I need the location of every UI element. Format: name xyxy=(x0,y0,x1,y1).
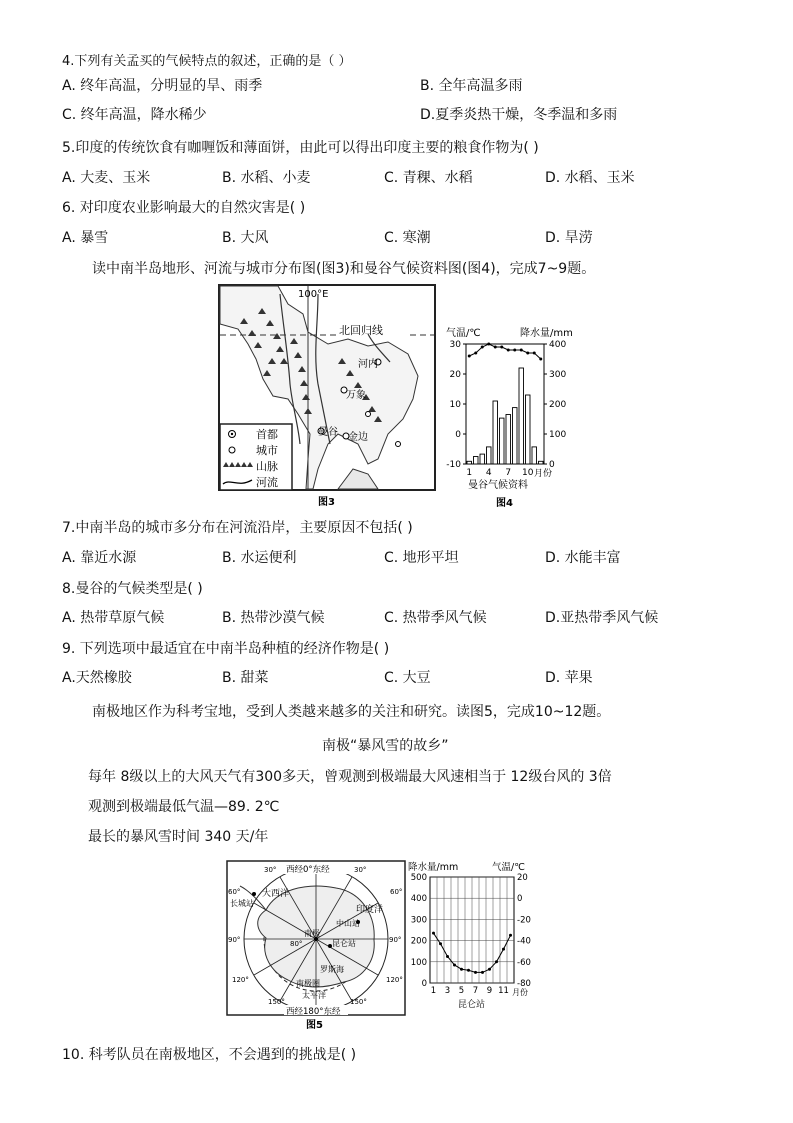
fig4-temp-tick-label: 10 xyxy=(449,400,461,410)
precip-bar xyxy=(506,415,511,465)
fig5-precip-tick-label: 100 xyxy=(410,957,427,968)
box-line-1: 每年 8级以上的大风天气有300多天，曾观测到极端最大风速相当于 12级台风的 3倍 xyxy=(88,769,612,785)
q4-option-c: C. 终年高温，降水稀少 xyxy=(62,107,207,123)
legend-river: 河流 xyxy=(256,476,278,489)
figure-5-antarctica-map xyxy=(226,860,406,1032)
temp-point xyxy=(500,346,503,349)
kunlun-temp-point xyxy=(474,971,477,974)
fig5-station-label: 昆仑站 xyxy=(458,1000,486,1010)
q5-stem: 5.印度的传统饮食有咖喱饭和薄面饼，由此可以得出印度主要的粮食作物为( ) xyxy=(62,140,539,156)
q5-option-a: A. 大麦、玉米 xyxy=(62,170,151,186)
intro-10-12: 南极地区作为科考宝地，受到人类越来越多的关注和研究。读图5，完成10~12题。 xyxy=(92,704,611,720)
intro-7-9: 读中南半岛地形、河流与城市分布图(图3)和曼谷气候资料图(图4)，完成7~9题。 xyxy=(92,261,596,277)
q9-option-a: A.天然橡胶 xyxy=(62,670,132,686)
box-line-2: 观测到极端最低气温—89. 2℃ xyxy=(88,799,280,815)
fig4-precip-tick-label: 200 xyxy=(549,400,567,410)
fig5-month-tick: 3 xyxy=(444,986,451,996)
temp-point xyxy=(526,352,529,355)
fig5-precip-tick-label: 0 xyxy=(421,979,427,989)
fig5-indian-ocean: 印度洋 xyxy=(356,905,384,915)
kunlun-temp-point xyxy=(460,968,463,971)
figure-5-kunlun-climate-chart xyxy=(406,860,556,1016)
temp-point xyxy=(520,349,523,352)
fig5-pacific: 太平洋 xyxy=(302,991,326,1000)
fig4-precip-tick-label: 100 xyxy=(549,430,567,440)
box-line-3: 最长的暴风雪时间 340 天/年 xyxy=(88,829,269,845)
fig5-great-wall-station: 长城站 xyxy=(230,899,254,908)
fig5-month-tick: 7 xyxy=(472,986,479,996)
q7-option-b: B. 水运便利 xyxy=(222,550,297,566)
fig5-month-tick: 5 xyxy=(458,986,465,996)
q7-option-d: D. 水能丰富 xyxy=(545,550,621,566)
fig4-temp-tick-label: -10 xyxy=(446,460,461,470)
city-phnompenh: 金边 xyxy=(348,432,368,443)
fig5-temp-tick-label: 0 xyxy=(517,894,523,905)
q4-option-d: D.夏季炎热干燥，冬季温和多雨 xyxy=(420,107,618,123)
kunlun-temp-point xyxy=(488,968,491,971)
fig4-month-tick: 10 xyxy=(522,468,534,478)
fig5-precip-tick-label: 300 xyxy=(410,915,427,926)
legend-mountain: 山脉 xyxy=(256,460,278,473)
q4-option-a: A. 终年高温，分明显的旱、雨季 xyxy=(62,78,263,94)
q8-option-d: D.亚热带季风气候 xyxy=(545,610,659,626)
tropic-label: 北回归线 xyxy=(339,324,383,337)
temp-point xyxy=(494,346,497,349)
q7-option-a: A. 靠近水源 xyxy=(62,550,137,566)
precip-bar xyxy=(532,447,537,464)
meridian-label: 100°E xyxy=(298,289,329,300)
q5-option-b: B. 水稻、小麦 xyxy=(222,170,311,186)
fig5-month-unit: 月份 xyxy=(512,988,528,997)
temp-point xyxy=(533,352,536,355)
q9-option-c: C. 大豆 xyxy=(384,670,431,686)
fig5-precip-tick-label: 200 xyxy=(410,936,427,947)
fig4-precip-tick-label: 0 xyxy=(549,460,555,470)
fig5-south-pole: 南极 xyxy=(304,929,320,938)
kunlun-temp-point xyxy=(439,942,442,945)
kunlun-temp-point xyxy=(453,963,456,966)
temp-point xyxy=(513,349,516,352)
fig4-precip-axis-title: 降水量/mm xyxy=(520,328,573,339)
q6-option-d: D. 旱涝 xyxy=(545,230,593,246)
temp-point xyxy=(481,346,484,349)
precip-bar xyxy=(467,461,472,464)
fig5-temp-axis-title: 气温/℃ xyxy=(492,862,525,873)
precip-bar xyxy=(500,418,505,464)
q6-option-a: A. 暴雪 xyxy=(62,230,109,246)
temp-point xyxy=(468,355,471,358)
q8-option-b: B. 热带沙漠气候 xyxy=(222,610,325,626)
precip-bar xyxy=(526,395,531,464)
temp-point xyxy=(507,349,510,352)
kunlun-temp-point xyxy=(467,969,470,972)
precip-bar xyxy=(480,454,485,464)
q10-stem: 10. 科考队员在南极地区，不会遇到的挑战是( ) xyxy=(62,1047,357,1063)
temp-point xyxy=(487,343,490,346)
q7-stem: 7.中南半岛的城市多分布在河流沿岸，主要原因不包括( ) xyxy=(62,520,413,536)
q4-option-b: B. 全年高温多雨 xyxy=(420,78,523,94)
figure-3-caption: 图3 xyxy=(318,497,335,508)
fig5-lon-150w: 150° xyxy=(268,998,285,1006)
temp-point xyxy=(474,352,477,355)
precip-bar xyxy=(539,461,544,464)
fig4-precip-tick-label: 300 xyxy=(549,370,567,380)
kunlun-temp-point xyxy=(432,932,435,935)
q9-option-d: D. 苹果 xyxy=(545,670,593,686)
legend-capital: 首都 xyxy=(256,428,278,441)
q9-option-b: B. 甜菜 xyxy=(222,670,269,686)
fig5-lon-150e: 150° xyxy=(350,998,367,1006)
fig5-top-label: 西经0°东经 xyxy=(286,865,330,875)
fig5-temp-tick-label: 20 xyxy=(517,873,528,883)
fig4-precip-tick-label: 400 xyxy=(549,340,567,350)
fig5-lon-90e: 90° xyxy=(389,936,402,944)
fig5-precip-tick-label: 400 xyxy=(410,894,427,905)
figure-3-map xyxy=(218,284,438,508)
kunlun-temp-point xyxy=(446,955,449,958)
kunlun-temp-point xyxy=(509,934,512,937)
precip-bar xyxy=(487,447,492,464)
fig5-month-tick: 9 xyxy=(486,986,493,996)
precip-bar xyxy=(493,401,498,464)
fig5-lon-60w: 60° xyxy=(228,888,241,896)
fig5-month-tick: 1 xyxy=(430,986,437,996)
legend-city: 城市 xyxy=(256,444,278,457)
q8-stem: 8.曼谷的气候类型是( ) xyxy=(62,581,203,597)
fig5-temp-tick-label: -80 xyxy=(517,979,531,989)
fig4-month-unit: 月份 xyxy=(534,469,553,479)
q4-stem: 4.下列有关孟买的气候特点的叙述，正确的是（ ） xyxy=(62,54,352,69)
city-hanoi: 河内 xyxy=(358,359,378,370)
figure-4-caption: 图4 xyxy=(496,498,513,509)
q6-option-c: C. 寒潮 xyxy=(384,230,431,246)
fig5-temp-tick-label: -20 xyxy=(517,915,531,926)
city-vientiane: 万象 xyxy=(346,390,366,401)
figure-5-caption: 图5 xyxy=(306,1020,323,1031)
fig5-bottom-label: 西经180°东经 xyxy=(286,1007,341,1017)
fig5-lon-30e: 30° xyxy=(354,866,367,874)
precip-bar xyxy=(474,457,479,465)
fig5-ross-sea: 罗斯海 xyxy=(320,965,344,974)
fig5-month-tick: 11 xyxy=(498,986,509,996)
figure-4-bangkok-climate-chart xyxy=(444,324,584,512)
fig5-temp-tick-label: -60 xyxy=(517,957,531,968)
fig5-lon-90w: 90° xyxy=(228,936,241,944)
fig4-month-tick: 1 xyxy=(466,468,473,478)
fig5-lon-120w: 120° xyxy=(232,976,249,984)
fig5-lon-60e: 60° xyxy=(390,888,403,896)
fig5-antarctic-circle: 南极圈 xyxy=(296,979,320,988)
q8-option-a: A. 热带草原气候 xyxy=(62,610,165,626)
fig5-precip-tick-label: 500 xyxy=(410,873,427,883)
temp-point xyxy=(539,358,542,361)
fig4-month-tick: 7 xyxy=(505,468,512,478)
fig4-temp-axis-title: 气温/℃ xyxy=(446,328,481,339)
fig5-lat-80: 80° xyxy=(290,940,303,948)
precip-bar xyxy=(519,368,524,464)
fig4-temp-tick-label: 0 xyxy=(455,430,461,440)
fig5-lon-30w: 30° xyxy=(264,866,277,874)
fig4-subtitle: 曼谷气候资料 xyxy=(468,480,528,491)
fig5-atlantic: 大西洋 xyxy=(262,889,290,899)
fig4-month-tick: 4 xyxy=(485,468,492,478)
q9-stem: 9. 下列选项中最适宜在中南半岛种植的经济作物是( ) xyxy=(62,641,390,657)
q6-option-b: B. 大风 xyxy=(222,230,269,246)
fig5-temp-tick-label: -40 xyxy=(517,936,531,947)
fig5-lon-120e: 120° xyxy=(386,976,403,984)
city-bangkok: 曼谷 xyxy=(318,427,338,438)
q7-option-c: C. 地形平坦 xyxy=(384,550,459,566)
kunlun-temp-point xyxy=(481,971,484,974)
q5-option-c: C. 青稞、水稻 xyxy=(384,170,473,186)
fig5-zhongshan-station: 中山站 xyxy=(336,919,360,928)
fig5-kunlun-station: 昆仑站 xyxy=(332,939,356,948)
box-title: 南极“暴风雪的故乡” xyxy=(322,738,449,754)
q8-option-c: C. 热带季风气候 xyxy=(384,610,487,626)
kunlun-temp-point xyxy=(502,948,505,951)
q6-stem: 6. 对印度农业影响最大的自然灾害是( ) xyxy=(62,200,306,216)
fig5-precip-axis-title: 降水量/mm xyxy=(408,862,459,873)
kunlun-temp-point xyxy=(495,960,498,963)
fig4-temp-tick-label: 30 xyxy=(449,340,461,350)
fig4-temp-tick-label: 20 xyxy=(449,370,461,380)
q5-option-d: D. 水稻、玉米 xyxy=(545,170,635,186)
precip-bar xyxy=(513,408,518,464)
